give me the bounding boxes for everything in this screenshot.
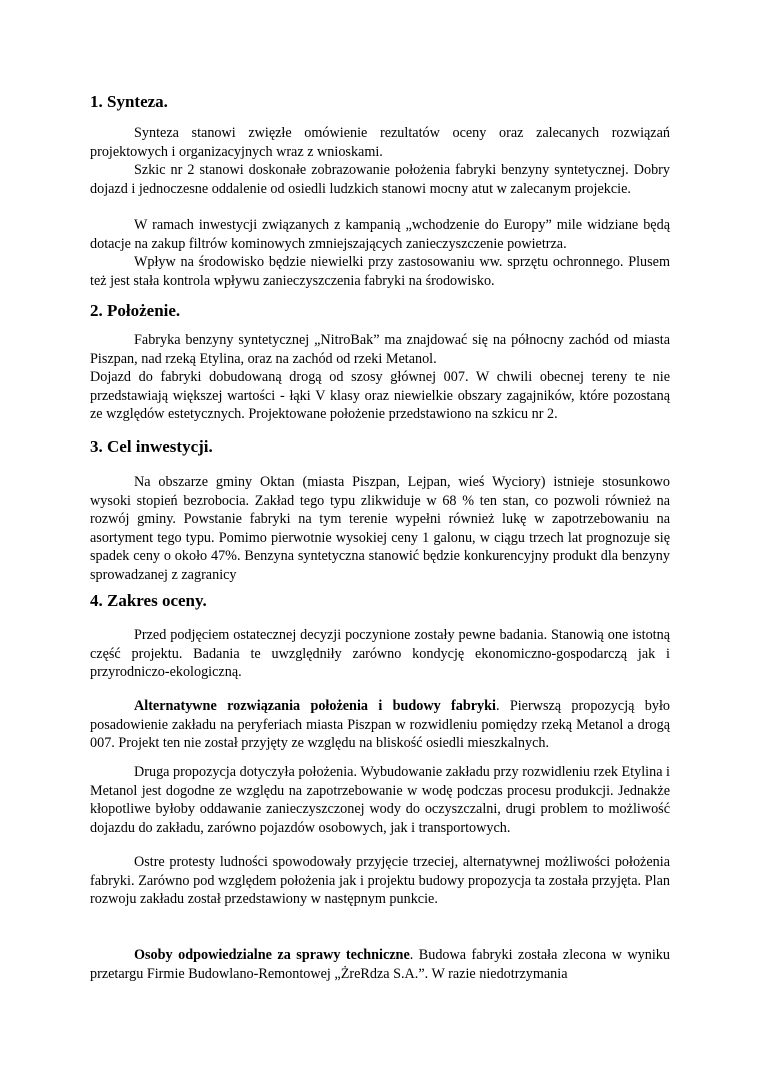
heading-polozenie: 2. Położenie. xyxy=(90,301,181,320)
heading-zakres-oceny: 4. Zakres oceny. xyxy=(90,591,207,610)
alternatives-lead: Alternatywne rozwiązania położenia i budowy fabryki xyxy=(134,698,496,714)
paragraph: Ostre protesty ludności spowodowały przyjęcie trzeciej, alternatywnej możliwości położenia fabryki. Zarówno pod względem położenia jak i projektu budowy propozycja ta została przyjęta. Plan rozwoju zakładu został przedstawiony w następnym punkcie. xyxy=(90,854,670,907)
responsible-lead: Osoby odpowiedzialne za sprawy techniczne xyxy=(134,947,410,963)
heading-cel-inwestycji: 3. Cel inwestycji. xyxy=(90,437,213,456)
paragraph-responsible xyxy=(90,946,670,983)
responsible-text: . Budowa fabryki została zlecona w wyniku przetargu Firmie Budowlano-Remontowej „ŻreRdza S.A.”. W razie niedotrzymania xyxy=(90,947,670,982)
paragraph: Druga propozycja dotyczyła położenia. Wybudowanie zakładu przy rozwidleniu rzek Etylina i Metanol jest dogodne ze względu na zapotrzebowanie w wodę podczas procesu produkcji. Jednakże kłopotliwe byłoby oddawanie zanieczyszczonej wody do oczyszczalni, drugi problem to możliwość dojazdu do zakładu, zarówno pojazdów osobowych, jak i transportowych. xyxy=(90,764,670,836)
paragraph: Na obszarze gminy Oktan (miasta Piszpan, Lejpan, wieś Wyciory) istnieje stosunkowo wysoki stopień bezrobocia. Zakład tego typu zlikwiduje w 68 % ten stan, co pozwoli również na rozwój gminy. Powstanie fabryki na tym terenie wypełni również lukę w zapotrzebowaniu na asortyment tego typu. Pomimo pierwotnie wysokiej ceny 1 galonu, w ciągu trzech lat prognozuje się spadek ceny o około 47%. Benzyna syntetyczna stanowić będzie konkurencyjny produkt dla benzyny sprowadzanej z zagranicy xyxy=(90,474,670,583)
alternatives-text: . Pierwszą propozycją było posadowienie zakładu na peryferiach miasta Piszpan w rozwidleniu pomiędzy rzeką Metanol a drogą 007. Projekt ten nie został przyjęty ze względu na bliskość osiedli mieszkalnych. xyxy=(90,698,670,751)
paragraph: Wpływ na środowisko będzie niewielki przy zastosowaniu ww. sprzętu ochronnego. Plusem też jest stała kontrola wpływu zanieczyszczenia fabryki na środowisko. xyxy=(90,254,670,289)
paragraph-alternatives xyxy=(90,697,670,753)
paragraph: Szkic nr 2 stanowi doskonałe zobrazowanie położenia fabryki benzyny syntetycznej. Dobry dojazd i jednoczesne oddalenie od osiedli ludzkich stanowi mocny atut w zalecanym projekcie. xyxy=(90,162,670,197)
paragraph: Synteza stanowi zwięzłe omówienie rezultatów oceny oraz zalecanych rozwiązań projektowych i organizacyjnych wraz z wnioskami. xyxy=(90,125,670,160)
paragraph: W ramach inwestycji związanych z kampanią „wchodzenie do Europy” mile widziane będą dotacje na zakup filtrów kominowych zmniejszających zanieczyszczenie powietrza. xyxy=(90,217,670,252)
paragraph: Fabryka benzyny syntetycznej „NitroBak” ma znajdować się na północny zachód od miasta Piszpan, nad rzeką Etylina, oraz na zachód od rzeki Metanol. xyxy=(90,332,670,367)
heading-synteza: 1. Synteza. xyxy=(90,92,168,111)
paragraph: Przed podjęciem ostatecznej decyzji poczynione zostały pewne badania. Stanowią one istotną część projektu. Badania te uwzględniły zarówno kondycję ekonomiczno-gospodarczą jak i przyrodniczo-ekologiczną. xyxy=(90,627,670,680)
paragraph: Dojazd do fabryki dobudowaną drogą od szosy głównej 007. W chwili obecnej tereny te nie przedstawiają większej wartości - łąki V klasy oraz niewielkie obszary zagajników, które pozostaną ze względów estetycznych. Projektowane położenie przedstawiono na szkicu nr 2. xyxy=(90,369,670,422)
